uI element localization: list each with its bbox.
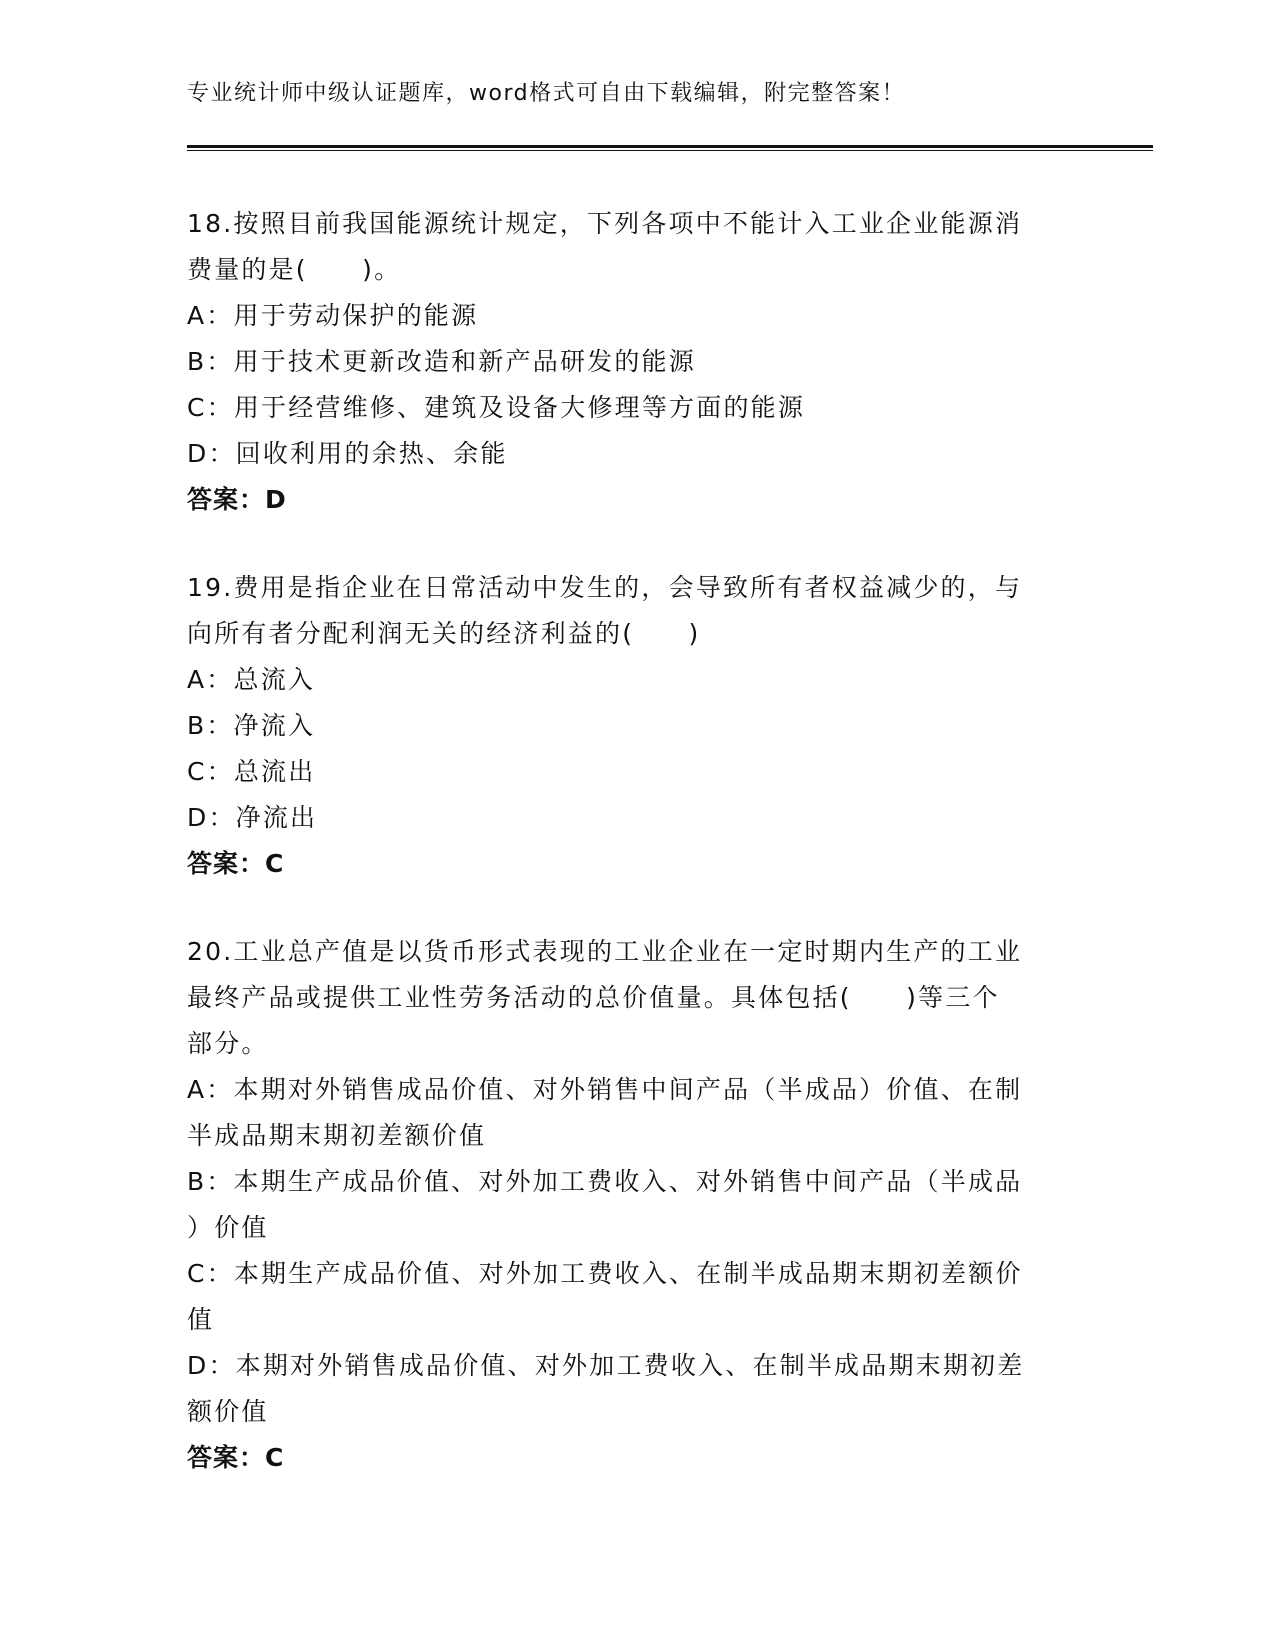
option-b-continued: ）价值: [187, 1213, 269, 1242]
option-a-continued: 半成品期末期初差额价值: [187, 1121, 487, 1150]
option-d: D：净流出: [187, 803, 318, 832]
answer: 答案：D: [187, 485, 287, 514]
header-divider-thick: [187, 145, 1153, 148]
header-divider-thin: [187, 150, 1153, 151]
question-20: [187, 929, 1077, 1481]
answer: 答案：C: [187, 1443, 285, 1472]
question-stem-line: 最终产品或提供工业性劳务活动的总价值量。具体包括( )等三个: [187, 983, 1000, 1012]
option-c: C：用于经营维修、建筑及设备大修理等方面的能源: [187, 393, 806, 422]
question-stem-line: 部分。: [187, 1029, 269, 1058]
option-b: B：净流入: [187, 711, 316, 740]
document-header: 专业统计师中级认证题库，word格式可自由下载编辑，附完整答案！: [187, 81, 906, 106]
answer: 答案：C: [187, 849, 285, 878]
option-a: A：用于劳动保护的能源: [187, 301, 479, 330]
question-18: [187, 201, 1077, 523]
option-d-continued: 额价值: [187, 1397, 269, 1426]
question-19: [187, 565, 1077, 887]
option-c-continued: 值: [187, 1305, 215, 1334]
option-a: A：本期对外销售成品价值、对外销售中间产品（半成品）价值、在制: [187, 1075, 1023, 1104]
question-stem-line: 向所有者分配利润无关的经济利益的( ): [187, 619, 701, 648]
question-stem-line: 19.费用是指企业在日常活动中发生的，会导致所有者权益减少的，与: [187, 573, 1023, 602]
question-stem-line: 18.按照目前我国能源统计规定，下列各项中不能计入工业企业能源消: [187, 209, 1023, 238]
question-stem-line: 费量的是( )。: [187, 255, 402, 284]
option-a: A：总流入: [187, 665, 316, 694]
option-b: B：用于技术更新改造和新产品研发的能源: [187, 347, 696, 376]
option-d: D：回收利用的余热、余能: [187, 439, 508, 468]
option-c: C：本期生产成品价值、对外加工费收入、在制半成品期末期初差额价: [187, 1259, 1023, 1288]
option-b: B：本期生产成品价值、对外加工费收入、对外销售中间产品（半成品: [187, 1167, 1023, 1196]
option-c: C：总流出: [187, 757, 316, 786]
option-d: D：本期对外销售成品价值、对外加工费收入、在制半成品期末期初差: [187, 1351, 1025, 1380]
question-stem-line: 20.工业总产值是以货币形式表现的工业企业在一定时期内生产的工业: [187, 937, 1023, 966]
